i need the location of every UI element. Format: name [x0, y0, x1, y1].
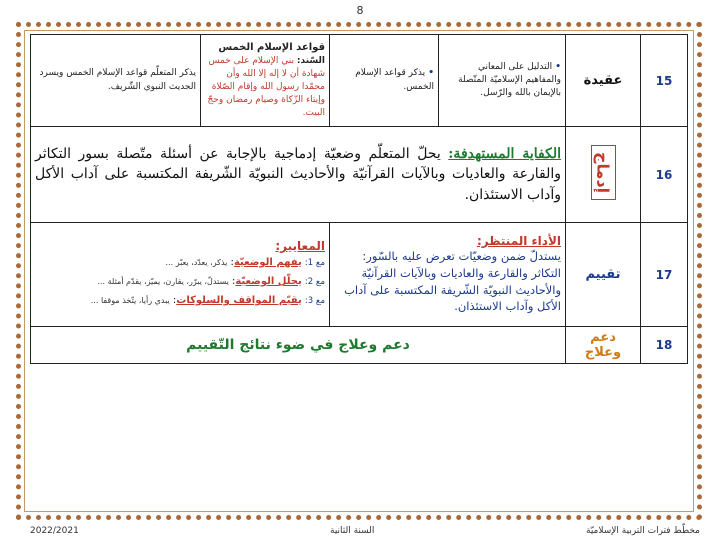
criterion-item: مع 1: يفهم الوضعيّة: يذكر، يعدّد، يعبّر ... — [165, 257, 325, 268]
content-cell — [201, 35, 330, 127]
content-title: قواعد الإسلام الخمس — [218, 41, 325, 53]
activity-cell — [31, 35, 201, 127]
footer-subject: مخطّط فترات التربية الإسلاميّة — [586, 526, 700, 536]
row-number: 16 — [641, 127, 688, 223]
performance-cell — [330, 223, 566, 327]
footer-grade: السنة الثانية — [330, 526, 375, 536]
objective-cell: • التدليل على المعاني والمفاهيم الإسلاميّة المتّصلة بالإيمان بالله والرّسل. — [439, 35, 566, 127]
performance-text: يستدلّ ضمن وضعيّات تعرض عليه بالسّور: التكاثر والقارعة والعاديات وبالآيات القرآنيّة والأحاديث النبويّة الشّريفة المكتسبة على آداب الأكل وآداب الاستئذان. — [344, 249, 561, 314]
table-row — [31, 327, 688, 364]
learning-text: يذكر قواعد الإسلام الخمس. — [355, 68, 434, 92]
lesson-plan-table — [30, 34, 688, 364]
learning-cell: • يذكر قواعد الإسلام الخمس. — [330, 35, 439, 127]
criterion-item: مع 2: يحلّل الوضعيّة: يستدلّ، يبرّر، يقارن، يميّز، يقدّم أمثلة ... — [97, 276, 325, 287]
criterion-detail: يذكر، يعدّد، يعبّر ... — [165, 258, 228, 267]
criterion-label: يقيّم المواقف والسلوكات — [176, 295, 302, 306]
competency-title: الكفاية المستهدفة: — [448, 146, 561, 163]
remediation-text: دعم وعلاج في ضوء نتائج التّقييم — [31, 327, 566, 364]
criterion-label: يفهم الوضعيّة — [233, 257, 302, 268]
field-name: عقيدة — [566, 35, 641, 127]
criteria-title: المعايير: — [275, 239, 325, 253]
row-number: 18 — [641, 327, 688, 364]
table-row — [31, 223, 688, 327]
footer-year: 2022/2021 — [30, 526, 79, 536]
field-name: تقييم — [566, 223, 641, 327]
objective-text: التدليل على المعاني والمفاهيم الإسلاميّة المتّصلة بالإيمان بالله والرّسل. — [458, 61, 561, 99]
table-row — [31, 35, 688, 127]
criterion-detail: يبدي رأيا، يتّخذ موقفا ... — [90, 296, 170, 305]
criteria-cell — [31, 223, 330, 327]
criterion-item: مع 3: يقيّم المواقف والسلوكات: يبدي رأيا، يتّخذ موقفا ... — [90, 295, 325, 306]
page-footer — [0, 526, 720, 546]
competency-text: يحلّ المتعلّم وضعيّة إدماجية بالإجابة عن أسئلة متّصلة بسور التكاثر والقارعة والعاديات وبالآيات القرآنيّة والأحاديث النبويّة الشّريفة المكتسبة على آداب الأكل وآداب الاستئذان. — [35, 146, 561, 203]
performance-title: الأداء المنتظر: — [476, 234, 561, 249]
row-number: 17 — [641, 223, 688, 327]
content-support-label: السّند: — [296, 56, 325, 67]
table-row — [31, 127, 688, 223]
competency-cell — [31, 127, 566, 223]
criterion-detail: يستدلّ، يبرّر، يقارن، يميّز، يقدّم أمثلة ... — [97, 277, 229, 286]
field-name: دعم وعلاج — [566, 327, 641, 364]
criterion-label: يحلّل الوضعيّة — [235, 276, 302, 287]
row-number: 15 — [641, 35, 688, 127]
integration-label-cell — [566, 127, 641, 223]
page-number: 8 — [356, 4, 364, 17]
content-support-text: بني الإسلام على خمس شهادة أن لا إله إلا الله وأن محمّدا رسول الله وإقام الصّلاة وإيتاء الزّكاة وصيام رمضان وحجّ البيت. — [207, 56, 325, 119]
integration-label: إدماج — [591, 145, 616, 200]
activity-text: يذكر المتعلّم قواعد الإسلام الخمس ويسرد الحديث النبوي الشّريف. — [39, 68, 196, 92]
